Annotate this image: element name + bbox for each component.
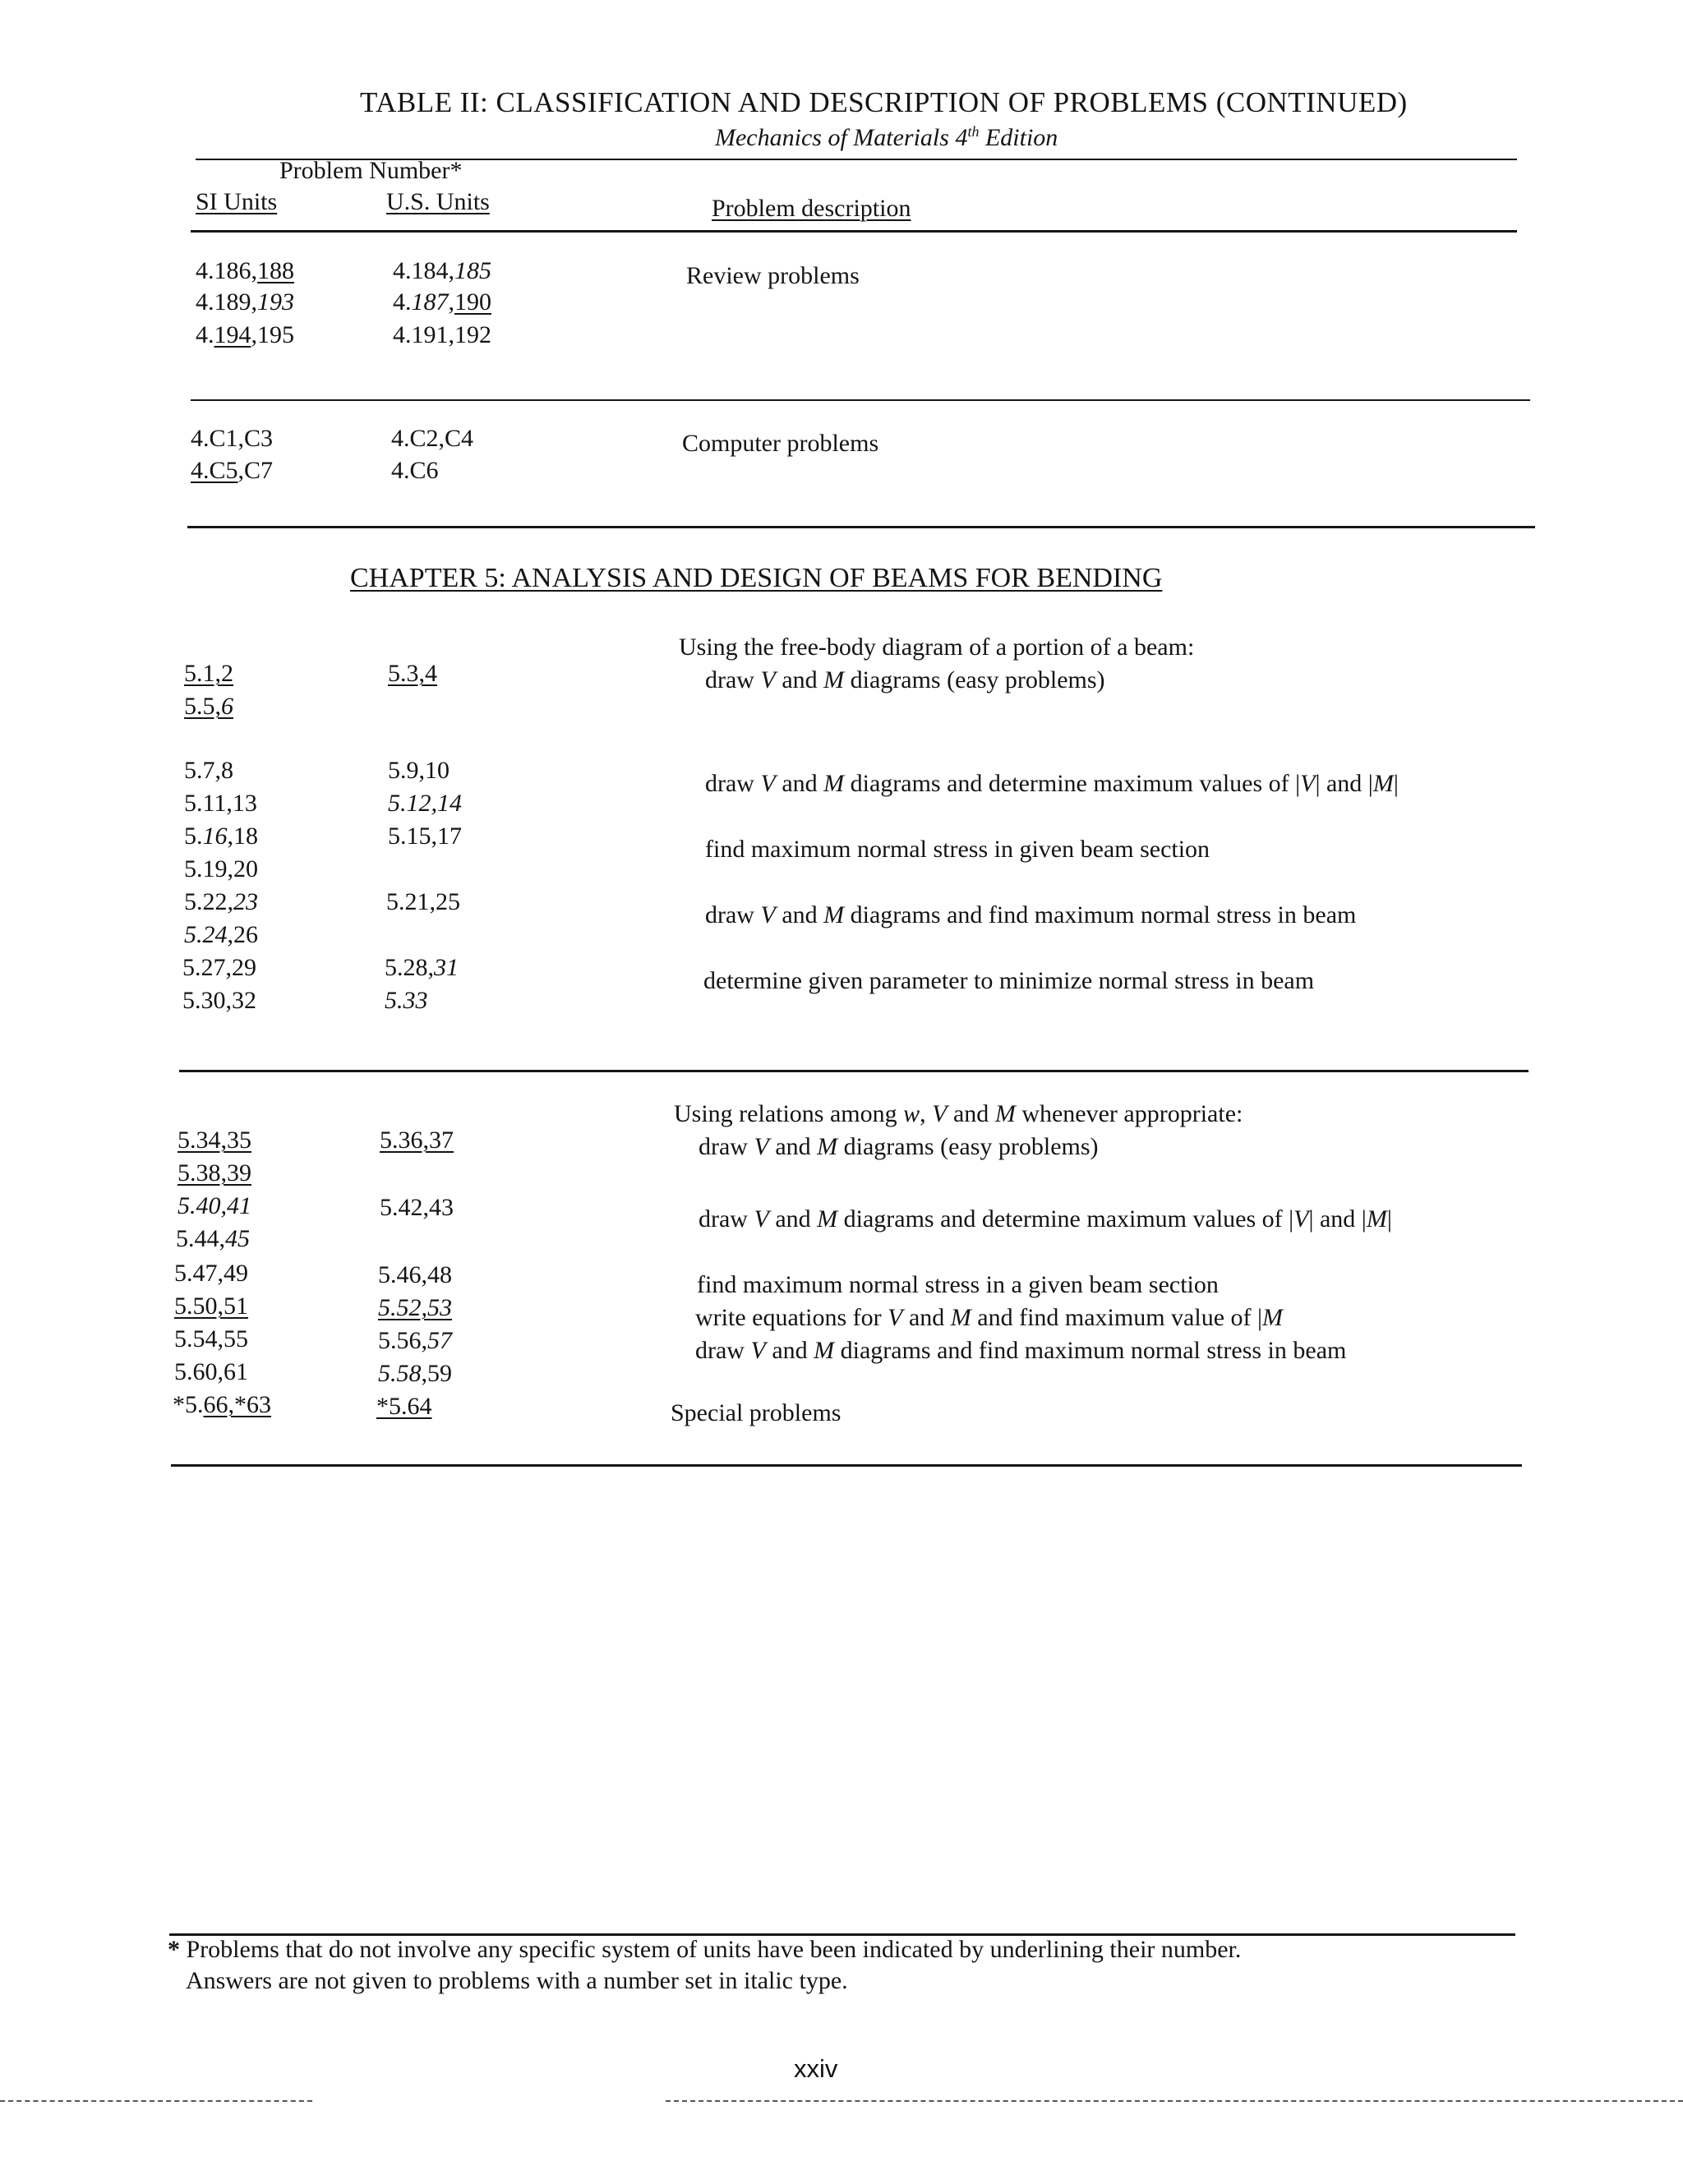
desc-minimize: determine given parameter to minimize normal stress in beam xyxy=(703,967,1315,994)
us-cell xyxy=(393,320,491,350)
problem-number-segment: ,59 xyxy=(421,1360,452,1387)
scan-edge-left xyxy=(0,2100,312,2102)
problem-number-segment: , xyxy=(448,288,454,316)
us-cell xyxy=(385,986,428,1016)
problem-number-segment: 190 xyxy=(454,288,491,316)
desc-fbd-intro: Using the free-body diagram of a portion of a beam: xyxy=(679,634,1195,661)
problem-number-segment: 185 xyxy=(454,257,491,284)
problem-number-segment: 66,*63 xyxy=(203,1391,271,1418)
problem-number-segment: 5.21,25 xyxy=(386,888,460,915)
problem-number-segment: 188 xyxy=(257,257,294,284)
us-cell xyxy=(378,1359,452,1389)
us-cell xyxy=(388,659,437,689)
problem-number-segment: ,26 xyxy=(227,921,258,948)
problem-number-segment: 57 xyxy=(427,1327,452,1354)
problem-number-segment: 5.5, xyxy=(184,693,221,720)
si-cell xyxy=(174,1357,248,1387)
header-description: Problem description xyxy=(712,195,911,222)
problem-number-segment: 5.33 xyxy=(385,987,428,1014)
si-cell xyxy=(173,1390,271,1420)
problem-number-segment: 4.191,192 xyxy=(393,321,491,348)
desc-max-stress: find maximum normal stress in given beam section xyxy=(705,836,1210,863)
problem-number-segment: 4.C6 xyxy=(391,457,439,484)
problem-number-segment: 5.34,35 xyxy=(178,1127,251,1154)
problem-number-segment: 5.15,17 xyxy=(388,822,462,850)
problem-number-segment: 5.54,55 xyxy=(174,1325,248,1352)
si-cell xyxy=(196,288,294,317)
rule-bottom xyxy=(171,1464,1522,1467)
problem-number-segment: 5.40,41 xyxy=(178,1192,251,1219)
us-cell xyxy=(393,256,491,286)
header-si-units: SI Units xyxy=(196,188,278,215)
si-cell xyxy=(178,1159,251,1188)
us-cell xyxy=(378,1293,452,1323)
table-subtitle: Mechanics of Materials 4th Edition xyxy=(715,123,1058,151)
rule-review xyxy=(191,399,1530,401)
desc-rel-stress: find maximum normal stress in a given beam section xyxy=(697,1271,1219,1298)
problem-number-segment: 5.28, xyxy=(385,954,434,981)
problem-number-segment: 4.C1,C3 xyxy=(191,425,274,452)
problem-number-segment: 4.189, xyxy=(196,288,257,316)
us-cell xyxy=(378,1260,452,1290)
si-cell xyxy=(191,424,273,454)
problem-number-segment: 5.22, xyxy=(184,888,233,915)
problem-number-segment: 16 xyxy=(202,822,228,850)
si-cell xyxy=(184,789,257,818)
table-title: TABLE II: CLASSIFICATION AND DESCRIPTION OF PROBLEMS (CONTINUED) xyxy=(360,86,1408,118)
si-cell xyxy=(178,1126,251,1155)
si-cell xyxy=(182,986,256,1016)
desc-rel-eq: write equations for V and M and find maximum value of |M xyxy=(695,1304,1284,1331)
si-cell xyxy=(178,1191,251,1221)
problem-number-segment: 5.56, xyxy=(378,1327,427,1354)
problem-number-segment: ,195 xyxy=(251,321,294,348)
us-cell xyxy=(393,288,491,317)
rule-fbd xyxy=(179,1070,1529,1072)
problem-number-segment: *5. xyxy=(173,1391,204,1418)
problem-number-segment: 5.27,29 xyxy=(182,954,256,981)
si-cell xyxy=(184,887,258,917)
problem-number-segment: 5.7,8 xyxy=(184,757,233,784)
us-cell xyxy=(385,953,459,983)
si-cell xyxy=(182,953,256,983)
si-cell xyxy=(176,1224,250,1254)
problem-number-segment: 5.11,13 xyxy=(184,790,257,817)
header-problem-number: Problem Number* xyxy=(279,157,463,184)
us-cell xyxy=(386,887,460,917)
si-cell xyxy=(184,822,258,851)
scan-edge-right xyxy=(666,2100,1683,2102)
problem-number-segment: 5.64 xyxy=(389,1393,432,1420)
desc-max-values: draw V and M diagrams and determine maximum values of |V| and |M| xyxy=(705,770,1399,797)
desc-rel-draw: draw V and M diagrams and find maximum normal stress in beam xyxy=(695,1337,1347,1364)
us-cell xyxy=(391,424,473,454)
problem-number-segment: 5.36,37 xyxy=(380,1127,454,1154)
us-cell xyxy=(388,789,462,818)
problem-number-segment: 23 xyxy=(233,888,258,915)
problem-number-segment: 5.12,14 xyxy=(388,790,462,817)
desc-special: Special problems xyxy=(671,1399,842,1426)
si-cell xyxy=(184,855,258,884)
problem-number-segment: 5.1,2 xyxy=(184,660,233,687)
header-us-units: U.S. Units xyxy=(386,188,490,215)
us-cell xyxy=(378,1326,452,1356)
problem-number-segment: 5.47,49 xyxy=(174,1260,248,1287)
problem-number-segment: * xyxy=(376,1393,389,1420)
problem-number-segment: 5.60,61 xyxy=(174,1358,248,1385)
problem-number-segment: 45 xyxy=(225,1225,250,1252)
us-cell xyxy=(376,1392,432,1421)
problem-number-segment: 193 xyxy=(257,288,294,316)
problem-number-segment: 4.186, xyxy=(196,257,257,284)
rule-header xyxy=(191,230,1517,233)
desc-rel-max: draw V and M diagrams and determine maximum values of |V| and |M| xyxy=(699,1205,1392,1233)
page-number: xxiv xyxy=(794,2054,838,2083)
desc-rel-intro: Using relations among w, V and M whenever appropriate: xyxy=(674,1100,1243,1127)
rule-computer xyxy=(187,526,1535,528)
us-cell xyxy=(380,1193,454,1223)
us-cell xyxy=(380,1126,454,1155)
si-cell xyxy=(184,920,258,950)
problem-number-segment: 6 xyxy=(221,693,233,720)
desc-fbd-easy: draw V and M diagrams (easy problems) xyxy=(705,666,1105,693)
problem-number-segment: 4.184, xyxy=(393,257,454,284)
si-cell xyxy=(174,1292,248,1321)
problem-number-segment: 187 xyxy=(411,288,449,316)
chapter-heading: CHAPTER 5: ANALYSIS AND DESIGN OF BEAMS FOR BENDING xyxy=(350,563,1163,593)
problem-number-segment: 5.3,4 xyxy=(388,660,437,687)
problem-number-segment: 5.9,10 xyxy=(388,757,450,784)
desc-review: Review problems xyxy=(686,262,860,289)
problem-number-segment: 5.19,20 xyxy=(184,855,258,882)
problem-number-segment: 4.C2,C4 xyxy=(391,425,474,452)
problem-number-segment: 4.C5 xyxy=(191,457,238,484)
us-cell xyxy=(388,822,462,851)
us-cell xyxy=(391,456,439,486)
problem-number-segment: 4. xyxy=(393,288,412,316)
footnote-line-1: * Problems that do not involve any specific system of units have been indicated by underlining their number. xyxy=(168,1936,1242,1963)
footnote-line-2: Answers are not given to problems with a number set in italic type. xyxy=(186,1967,848,1994)
problem-number-segment: 5.46,48 xyxy=(378,1261,452,1288)
si-cell xyxy=(184,692,233,721)
si-cell xyxy=(191,456,273,486)
problem-number-segment: 4. xyxy=(196,321,214,348)
si-cell xyxy=(184,659,233,689)
problem-number-segment: 5.58 xyxy=(378,1360,422,1387)
si-cell xyxy=(196,320,294,350)
problem-number-segment: 5.30,32 xyxy=(182,987,256,1014)
problem-number-segment: ,C7 xyxy=(237,457,274,484)
problem-number-segment: 5.50,51 xyxy=(174,1292,248,1320)
si-cell xyxy=(196,256,294,286)
si-cell xyxy=(174,1259,248,1288)
problem-number-segment: 194 xyxy=(214,321,251,348)
si-cell xyxy=(184,756,233,786)
desc-rel-easy: draw V and M diagrams (easy problems) xyxy=(699,1133,1099,1160)
problem-number-segment: 5.42,43 xyxy=(380,1194,454,1221)
problem-number-segment: 5.52,53 xyxy=(378,1294,452,1321)
problem-number-segment: 5. xyxy=(184,822,203,850)
si-cell xyxy=(174,1325,248,1354)
problem-number-segment: ,18 xyxy=(227,822,258,850)
problem-number-segment: 5.44, xyxy=(176,1225,225,1252)
problem-number-segment: 31 xyxy=(434,954,459,981)
problem-number-segment: 5.38,39 xyxy=(178,1159,251,1186)
desc-draw-find: draw V and M diagrams and find maximum normal stress in beam xyxy=(705,901,1357,928)
desc-computer: Computer problems xyxy=(682,430,879,457)
problem-number-segment: 5.24 xyxy=(184,921,228,948)
us-cell xyxy=(388,756,450,786)
